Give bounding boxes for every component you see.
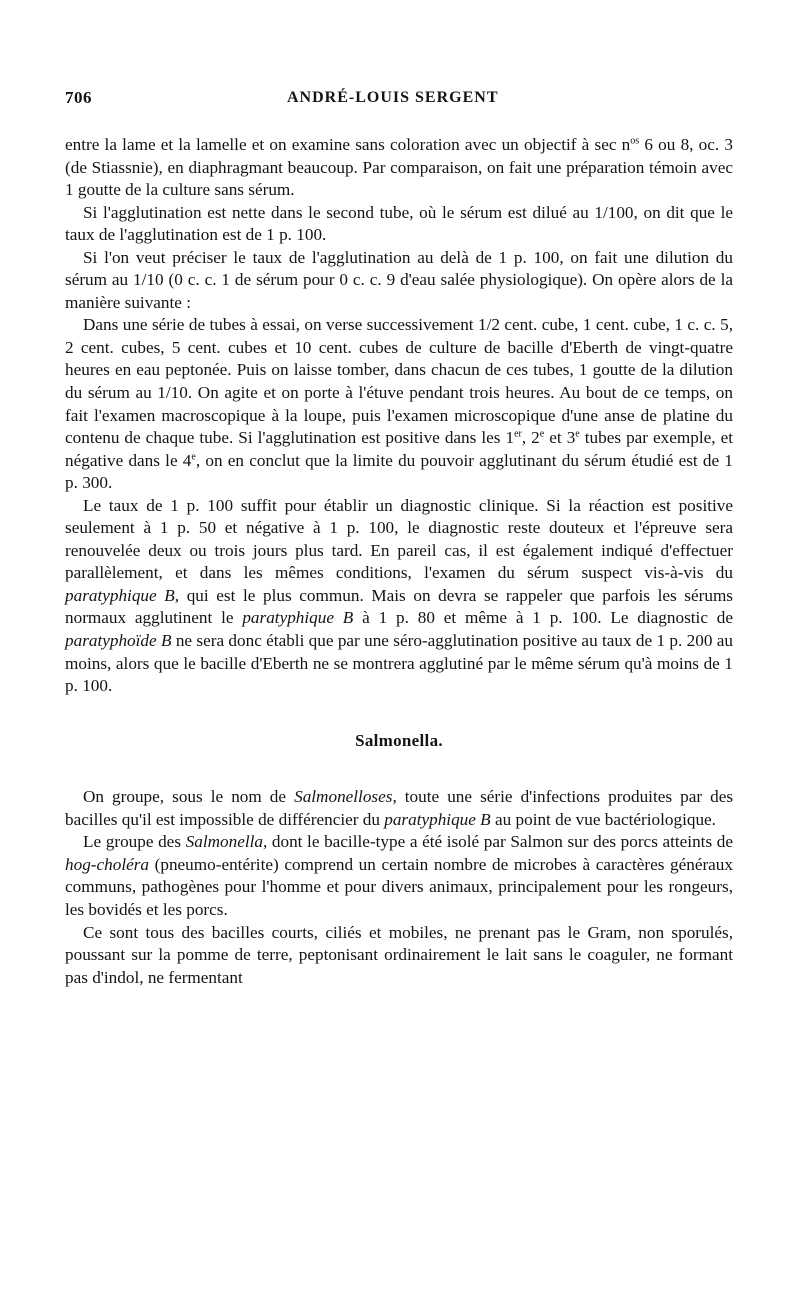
superscript: e	[539, 428, 545, 440]
paragraph-p8	[65, 922, 733, 990]
text-run: Ce sont tous des bacilles courts, ciliés et mobiles, ne prenant pas le Gram, non sporulés, poussant sur la pomme de terre, peptonisant ordinairement le lait sans le coaguler, ne formant pas d'indol, ne fermentant	[65, 922, 733, 987]
running-head: ANDRÉ-LOUIS SERGENT	[287, 89, 499, 106]
text-run: , dont le bacille-type a été isolé par Salmon sur des porcs atteints de	[262, 832, 733, 852]
paragraph-p5	[65, 495, 733, 698]
text-run: au point de vue bactériologique.	[490, 809, 716, 829]
paragraph-p3	[65, 247, 733, 315]
paragraph-p1	[65, 134, 733, 202]
superscript: os	[630, 135, 640, 147]
text-block-agglutination	[65, 134, 733, 698]
italic-term: paratyphoïde B	[65, 631, 172, 651]
italic-term: Salmonella	[185, 832, 263, 852]
text-run: (pneumo-entérite) comprend un certain nombre de microbes à caractères généraux communs, pathogènes pour l'homme et pour divers animaux, principalement pour les rongeurs, les bovidés et les porcs.	[65, 854, 733, 919]
italic-term: hog-choléra	[65, 854, 150, 874]
text-run: tubes par exemple, et négative dans le 4	[65, 428, 734, 470]
superscript: e	[575, 428, 580, 440]
text-block-salmonella	[65, 786, 733, 989]
text-run: , 2	[521, 428, 540, 448]
text-run: et 3	[544, 428, 576, 448]
page-number: 706	[65, 88, 92, 107]
paragraph-p4	[65, 314, 733, 494]
italic-term: paratyphique B	[384, 809, 491, 829]
paragraph-p2	[65, 202, 733, 247]
section-heading: Salmonella.	[355, 730, 443, 750]
text-run: 6 ou 8, oc. 3 (de Stiassnie), en diaphragmant beaucoup. Par comparaison, on fait une préparation témoin avec 1 goutte de la culture sans sérum.	[65, 135, 733, 200]
text-run: Dans une série de tubes à essai, on verse successivement 1/2 cent. cube, 1 cent. cube, 1 c. c. 5, 2 cent. cubes, 5 cent. cubes et 10 cent. cubes de culture de bacille d'Eberth de vingt-quatre heures en eau peptonée. Puis on laisse tomber, dans chacun de ces tubes, 1 goutte de la dilution du sérum au 1/10. On agite et on porte à l'étuve pendant trois heures. Au bout de ce temps, on fait l'examen macroscopique à la loupe, puis l'examen microscopique d'une anse de platine du contenu de chaque tube. Si l'agglutination est positive dans les 1	[65, 315, 733, 448]
text-run: Si l'agglutination est nette dans le second tube, où le sérum est dilué au 1/100, on dit que le taux de l'agglutination est de 1 p. 100.	[65, 202, 733, 245]
text-run: à 1 p. 80 et même à 1 p. 100. Le diagnostic de	[353, 608, 734, 628]
paragraph-p6	[65, 786, 733, 831]
text-run: Le groupe des	[83, 832, 186, 852]
text-run: entre la lame et la lamelle et on examine sans coloration avec un objectif à sec n	[65, 135, 631, 154]
italic-term: paratyphique B	[65, 585, 175, 605]
superscript: er	[514, 428, 522, 440]
superscript: e	[191, 450, 196, 462]
text-run: Le taux de 1 p. 100 suffit pour établir un diagnostic clinique. Si la réaction est positive seulement à 1 p. 50 et négative à 1 p. 100, le diagnostic reste douteux et l'épreuve sera renouvelée deux ou trois jours plus tard. En pareil cas, il est également indiqué d'effectuer parallèlement, et dans les mêmes conditions, l'examen du sérum suspect vis-à-vis du	[65, 495, 733, 583]
text-run: , toute une série d'infections produites par des bacilles qu'il est impossible de différencier du	[65, 787, 734, 829]
italic-term: Salmonelloses	[294, 787, 393, 807]
page-header	[65, 88, 735, 114]
paragraph-p7	[65, 831, 733, 921]
text-run: Si l'on veut préciser le taux de l'agglutination au delà de 1 p. 100, on fait une dilution du sérum au 1/10 (0 c. c. 1 de sérum pour 0 c. c. 9 d'eau salée physiologique). On opère alors de la manière suivante :	[65, 247, 733, 312]
text-run: , on en conclut que la limite du pouvoir agglutinant du sérum étudié est de 1 p. 300.	[65, 450, 733, 493]
text-run: , qui est le plus commun. Mais on devra se rappeler que parfois les sérums normaux agglutinent le	[65, 585, 733, 628]
italic-term: paratyphique B	[242, 608, 354, 628]
body-text	[65, 134, 733, 989]
text-run: On groupe, sous le nom de	[83, 787, 295, 807]
text-run: ne sera donc établi que par une séro-agglutination positive au taux de 1 p. 200 au moins, alors que le bacille d'Eberth ne se montrera agglutiné par le même sérum qu'à moins de 1 p. 100.	[65, 631, 734, 696]
